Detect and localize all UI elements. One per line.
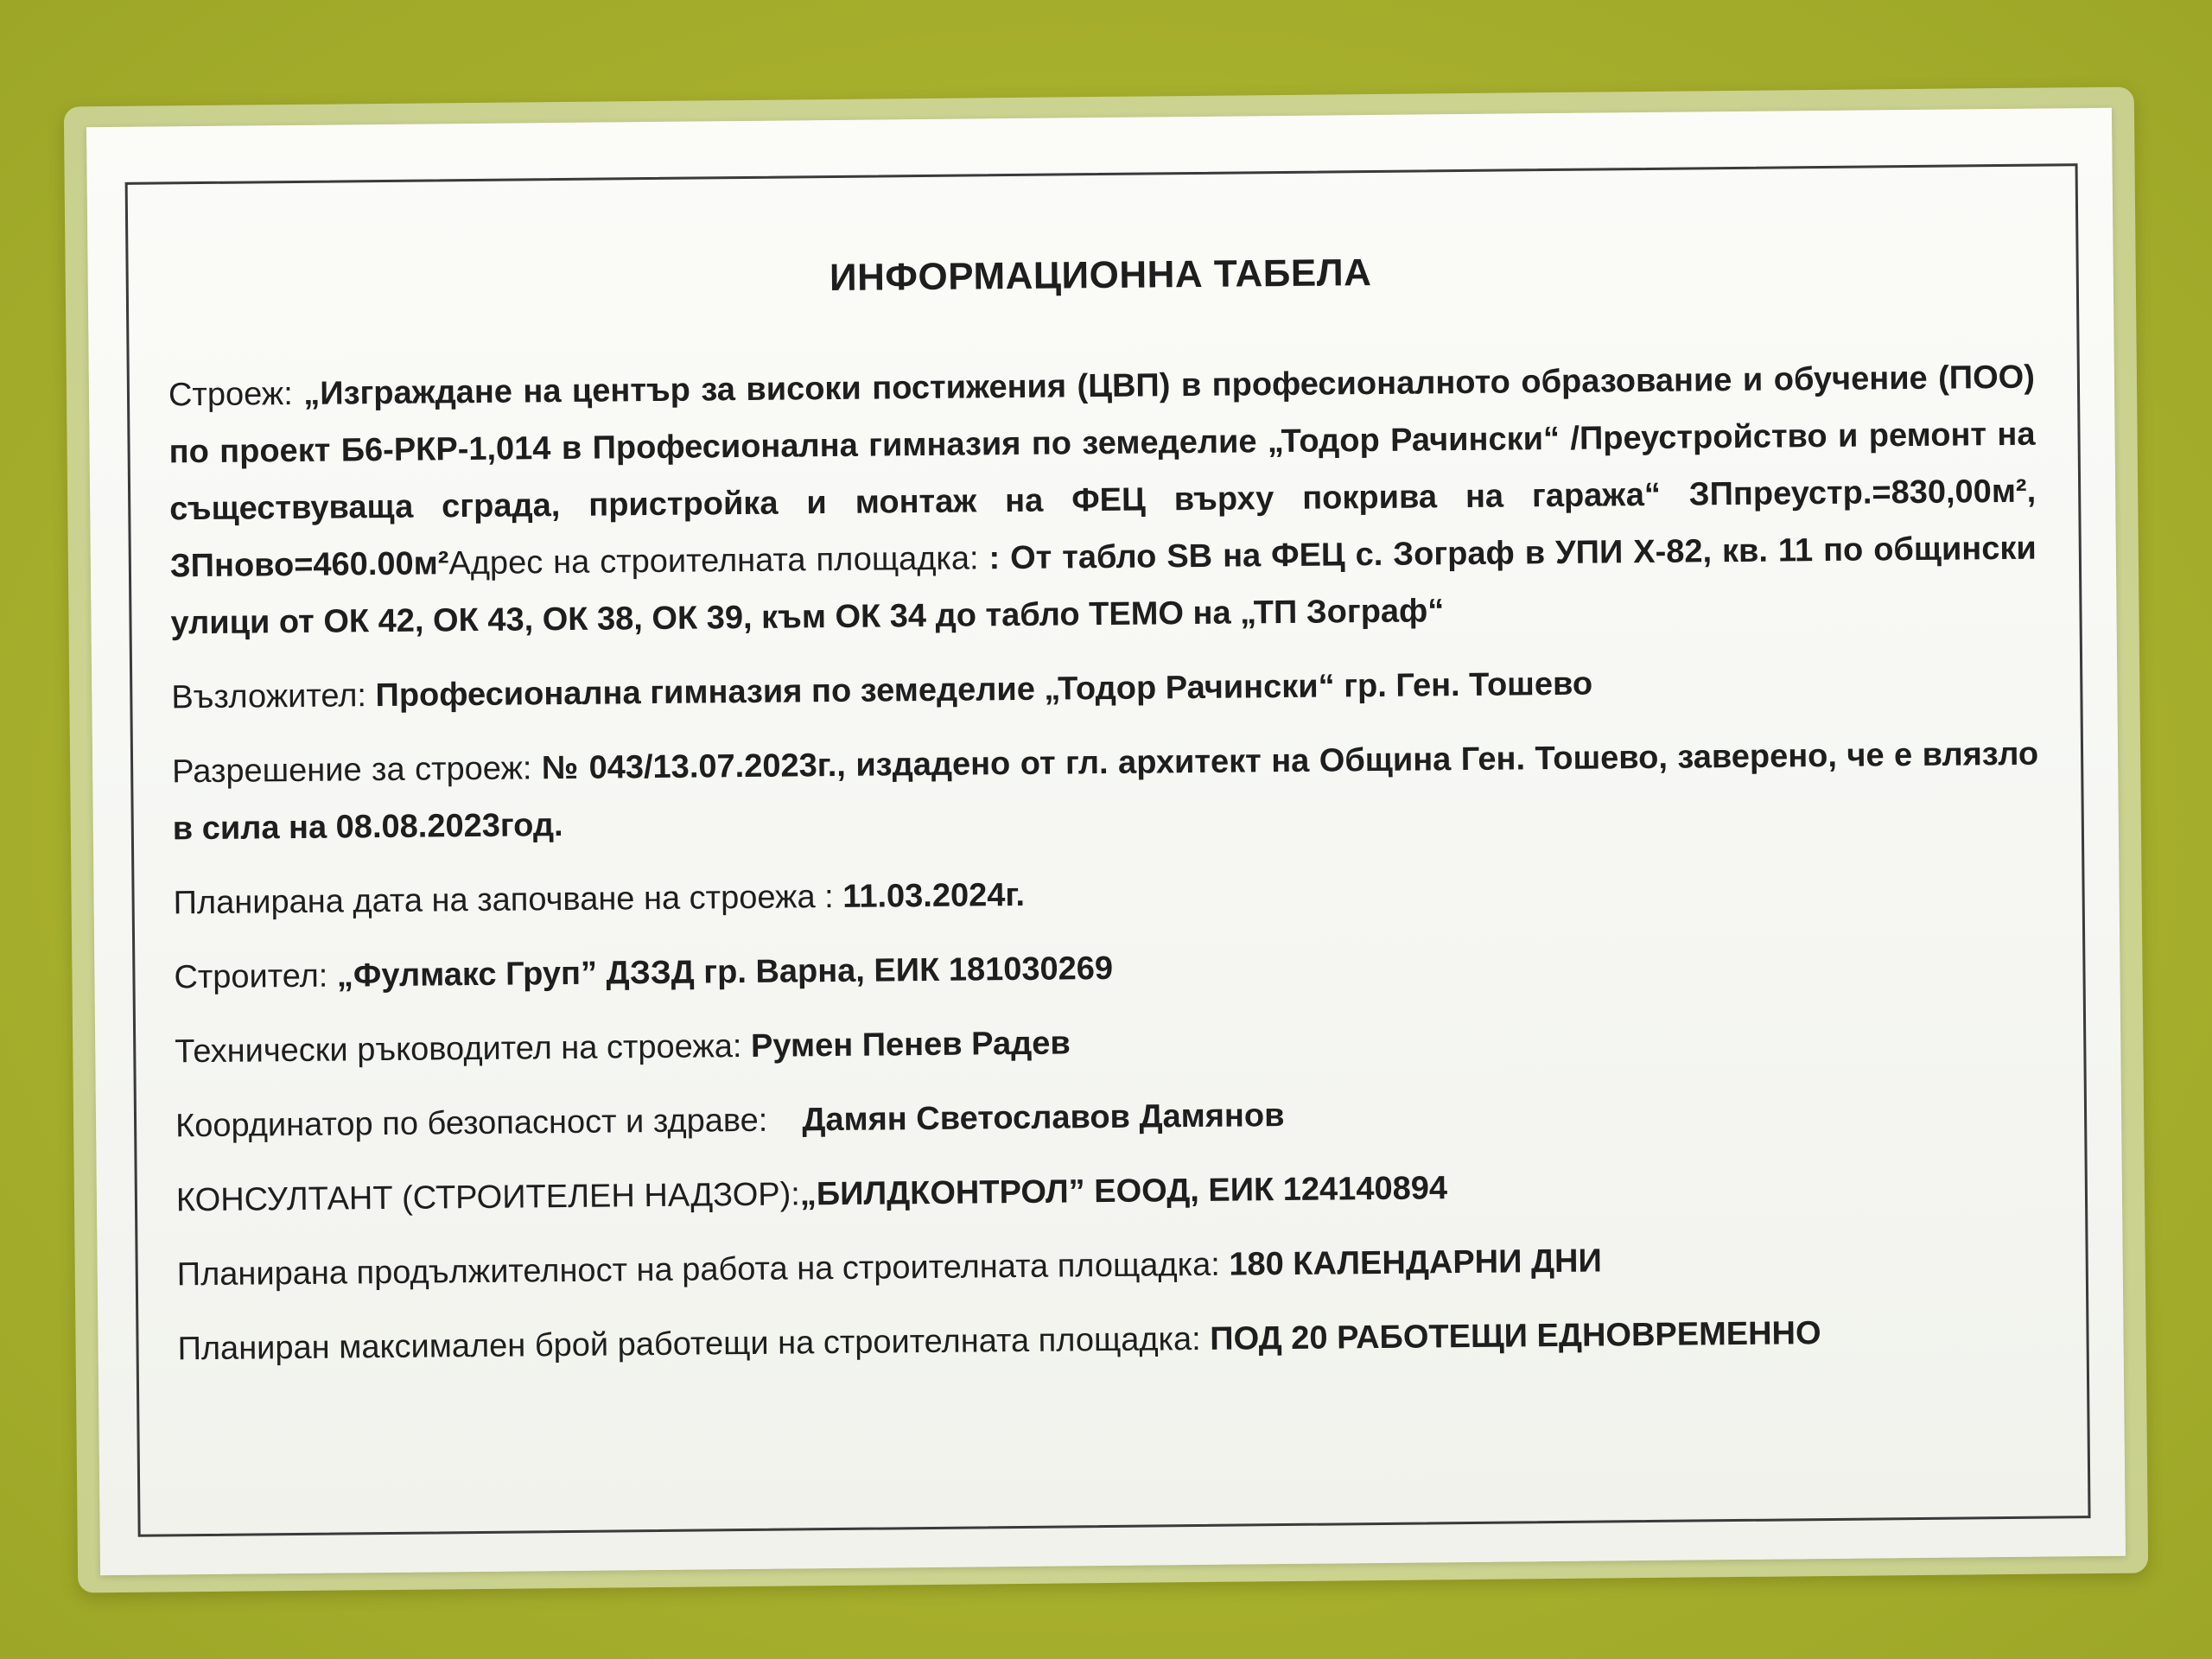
construction-label: Строеж:: [168, 375, 304, 414]
builder-line: [174, 931, 2041, 1007]
consultant-label: КОНСУЛТАНТ (СТРОИТЕЛЕН НАДЗОР):: [175, 1176, 801, 1219]
start-date-line: [173, 857, 2040, 932]
consultant-value: „БИЛДКОНТРОЛ” ЕООД, ЕИК 124140894: [799, 1170, 1448, 1213]
permit-label: Разрешение за строеж:: [171, 750, 543, 791]
sign-content: [168, 245, 2044, 1395]
construction-paragraph: [168, 349, 2037, 652]
workers-value: ПОД 20 РАБОТЕЩИ ЕДНОВРЕМЕННО: [1210, 1315, 1821, 1357]
site-address-label: Адрес на строителната площадка:: [448, 540, 989, 582]
duration-line: [176, 1229, 2044, 1304]
duration-value: 180 КАЛЕНДАРНИ ДНИ: [1229, 1243, 1603, 1283]
technical-manager-value: Румен Пенев Радев: [750, 1025, 1071, 1065]
start-date-value: 11.03.2024г.: [842, 876, 1026, 915]
technical-manager-line: [175, 1006, 2042, 1081]
information-sign-sheet: [86, 108, 2126, 1575]
consultant-line: [176, 1154, 2044, 1230]
sign-title: ИНФОРМАЦИОННА ТАБЕЛА: [829, 251, 1372, 300]
workers-line: [177, 1303, 2044, 1378]
duration-label: Планирана продължителност на работа на строителната площадка:: [176, 1246, 1230, 1294]
start-date-label: Планирана дата на започване на строежа :: [173, 878, 843, 922]
technical-manager-label: Технически ръководител на строежа:: [175, 1027, 752, 1071]
builder-value: „Фулмакс Груп” ДЗЗД гр. Варна, ЕИК 181030269: [336, 950, 1114, 995]
assignor-label: Възложител:: [171, 677, 376, 716]
workers-label: Планиран максимален брой работещи на строителната площадка:: [177, 1320, 1211, 1368]
assignor-value: Професионална гимназия по земеделие „Тодор Рачински“ гр. Ген. Тошево: [375, 665, 1593, 715]
permit-paragraph: [172, 726, 2039, 858]
safety-coordinator-value: Дамян Светославов Дамянов: [802, 1097, 1285, 1139]
permit-value: № 043/13.07.2023г., издадено от гл. архитект на Община Ген. Тошево, заверено, че е влязло в сила на 08.08.2023год.: [172, 735, 2039, 848]
safety-coordinator-label: Координатор по безопасност и здраве:: [175, 1102, 768, 1145]
builder-label: Строител:: [174, 957, 338, 996]
construction-value: „Изграждане на център за високи постижения (ЦВП) в професионалното образование и обучение (ПОО) по проект Б6-РКР-1,014 в Професионална гимназия по земеделие „Тодор Рачински“ /Преустройство и ремонт на съществуваща сграда, пристройка и монтаж на ФЕЦ върху покрива на гаража“ ЗПпреустр.=830,00м², ЗПново=460.00м²: [168, 359, 2037, 585]
assignor-paragraph: [171, 652, 2038, 727]
safety-coordinator-line: [175, 1080, 2043, 1155]
site-address-value: : От табло SB на ФЕЦ с. Зограф в УПИ Х-82, кв. 11 по общински улици от ОК 42, ОК 43, ОК 38, ОК 39, към ОК 34 до табло ТЕМО на „ТП Зограф“: [170, 530, 2037, 642]
